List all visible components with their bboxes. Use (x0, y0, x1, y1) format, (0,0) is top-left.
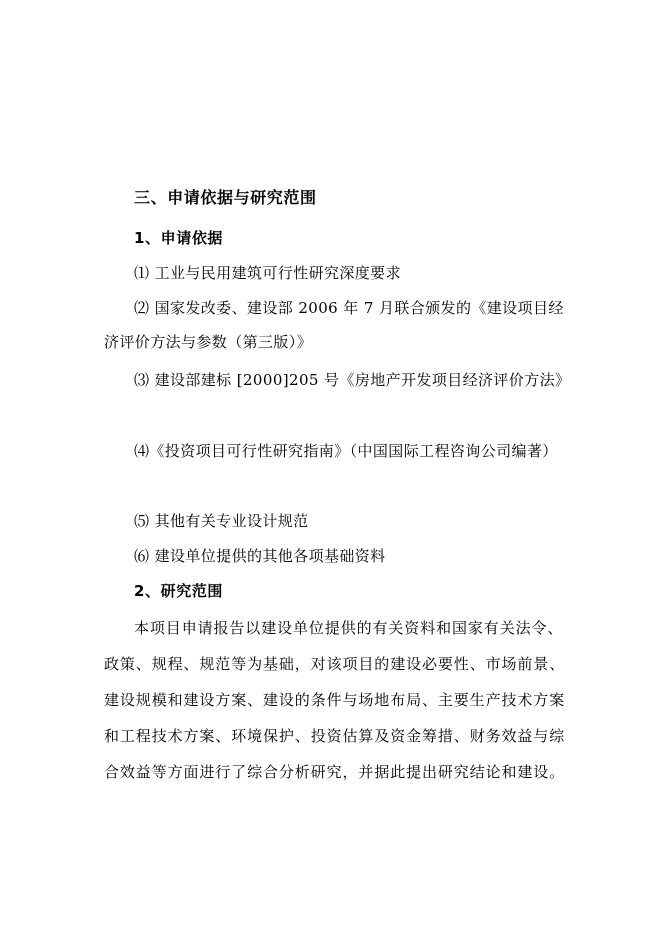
scope-paragraph-line-2: 政策、规程、规范等为基础，对该项目的建设必要性、市场前景、 (104, 655, 566, 673)
basis-item-2-continued: 济评价方法与参数（第三版）》 (104, 333, 313, 351)
basis-item-3: ⑶ 建设部建标 [2000]205 号《房地产开发项目经济评价方法》 (134, 371, 571, 389)
scope-title: 2、研究范围 (134, 582, 224, 600)
basis-item-1: ⑴ 工业与民用建筑可行性研究深度要求 (134, 264, 401, 282)
basis-item-4: ⑷《投资项目可行性研究指南》（中国国际工程咨询公司编著） (134, 442, 558, 460)
scope-paragraph-line-5: 合效益等方面进行了综合分析研究，并据此提出研究结论和建设。 (104, 763, 566, 781)
basis-item-6: ⑹ 建设单位提供的其他各项基础资料 (134, 547, 386, 565)
scope-paragraph-line-1: 本项目申请报告以建设单位提供的有关资料和国家有关法令、 (134, 619, 564, 637)
section-heading: 三、申请依据与研究范围 (134, 188, 317, 207)
basis-item-2: ⑵ 国家发改委、建设部 2006 年 7 月联合颁发的《建设项目经 (134, 299, 564, 317)
basis-item-5: ⑸ 其他有关专业设计规范 (134, 512, 309, 530)
scope-paragraph-line-3: 建设规模和建设方案、建设的条件与场地布局、主要生产技术方案 (104, 691, 566, 709)
basis-title: 1、申请依据 (134, 229, 224, 247)
scope-paragraph-line-4: 和工程技术方案、环境保护、投资估算及资金筹措、财务效益与综 (104, 727, 566, 745)
